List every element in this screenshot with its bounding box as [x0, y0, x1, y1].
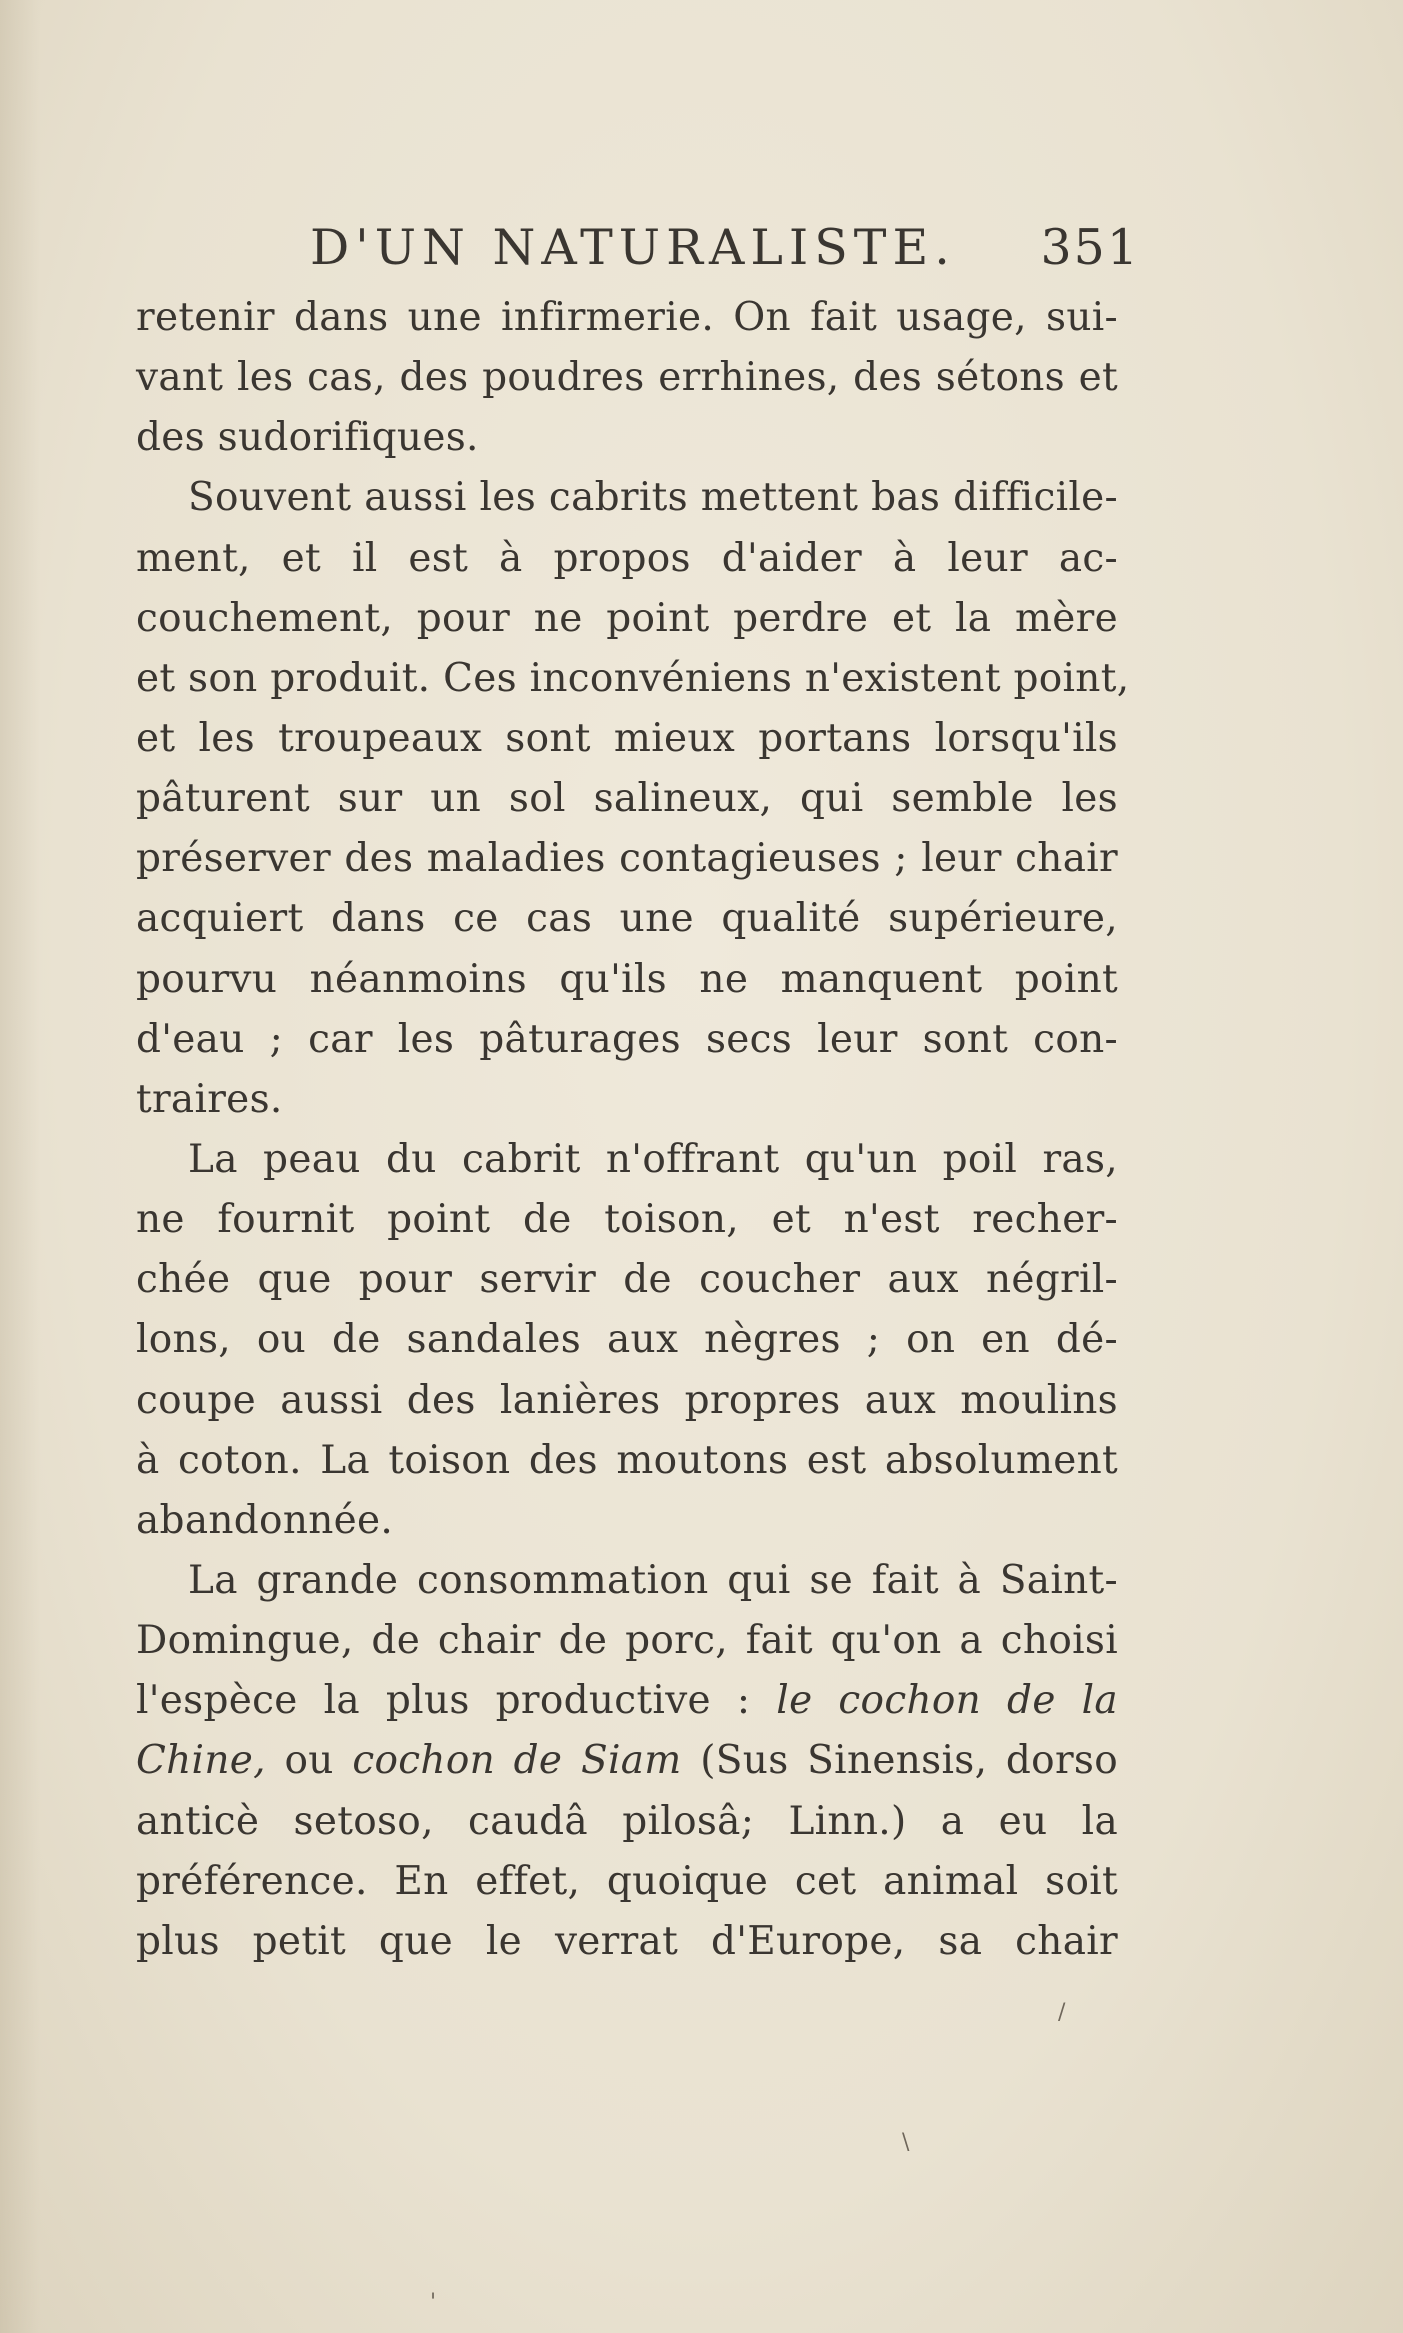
ink-speck: ' — [430, 2290, 437, 2315]
text-line: coupe aussi des lanières propres aux moulins — [136, 1377, 1118, 1423]
text-line: couchement, pour ne point perdre et la mère — [136, 595, 1118, 641]
text-line: d'eau ; car les pâturages secs leur sont con- — [136, 1016, 1118, 1062]
body-text — [136, 288, 1130, 1972]
text-line: retenir dans une infirmerie. On fait usage, sui- — [136, 295, 1118, 340]
text-line: acquiert dans ce cas une qualité supérieure, — [136, 896, 1118, 942]
text-line — [136, 1671, 1118, 1731]
text-line: vant les cas, des poudres errhines, des sétons et — [136, 355, 1118, 401]
text-line — [136, 1731, 1118, 1791]
page-number: 351 — [1040, 219, 1140, 276]
text-line: pourvu néanmoins qu'ils ne manquent point — [136, 956, 1118, 1002]
text-line: anticè setoso, caudâ pilosâ; Linn.) a eu la — [136, 1798, 1118, 1844]
text-line: La grande consommation qui se fait à Saint- — [188, 1557, 1118, 1603]
ink-speck: / — [1058, 2000, 1066, 2025]
running-head — [300, 212, 1140, 284]
text-line: abandonnée. — [136, 1497, 394, 1543]
text-line: pâturent sur un sol salineux, qui semble les — [136, 776, 1118, 822]
text-line: à coton. La toison des moutons est absolument — [136, 1437, 1118, 1483]
text-line: Domingue, de chair de porc, fait qu'on a choisi — [136, 1618, 1118, 1664]
italic-term: le cochon de la — [776, 1678, 1118, 1724]
italic-term: cochon de Siam — [352, 1738, 682, 1784]
text-line: Souvent aussi les cabrits mettent bas difficile- — [188, 475, 1118, 521]
text-line: La peau du cabrit n'offrant qu'un poil ras, — [188, 1136, 1118, 1182]
text-segment: ou — [284, 1738, 334, 1784]
text-segment: (Sus Sinensis, dorso — [700, 1738, 1118, 1784]
text-line: des sudorifiques. — [136, 415, 479, 461]
text-line: plus petit que le verrat d'Europe, sa chair — [136, 1918, 1118, 1964]
running-title: D'UN NATURALISTE. — [310, 219, 956, 276]
text-line: lons, ou de sandales aux nègres ; on en dé- — [136, 1317, 1118, 1363]
text-line: préférence. En effet, quoique cet animal soit — [136, 1858, 1118, 1904]
italic-term: Chine, — [136, 1738, 266, 1784]
ink-speck: \ — [902, 2130, 910, 2155]
text-line: et son produit. Ces inconvéniens n'existent point, — [136, 655, 1130, 701]
text-line: ment, et il est à propos d'aider à leur ac- — [136, 535, 1118, 581]
text-segment: l'espèce la plus productive : — [136, 1678, 751, 1724]
text-line: préserver des maladies contagieuses ; leur chair — [136, 836, 1118, 882]
text-line: et les troupeaux sont mieux portans lorsqu'ils — [136, 715, 1118, 761]
page-edge-shading — [0, 0, 40, 2333]
text-line: ne fournit point de toison, et n'est recher- — [136, 1197, 1118, 1243]
text-line: traires. — [136, 1076, 283, 1122]
text-line: chée que pour servir de coucher aux négril- — [136, 1257, 1118, 1303]
